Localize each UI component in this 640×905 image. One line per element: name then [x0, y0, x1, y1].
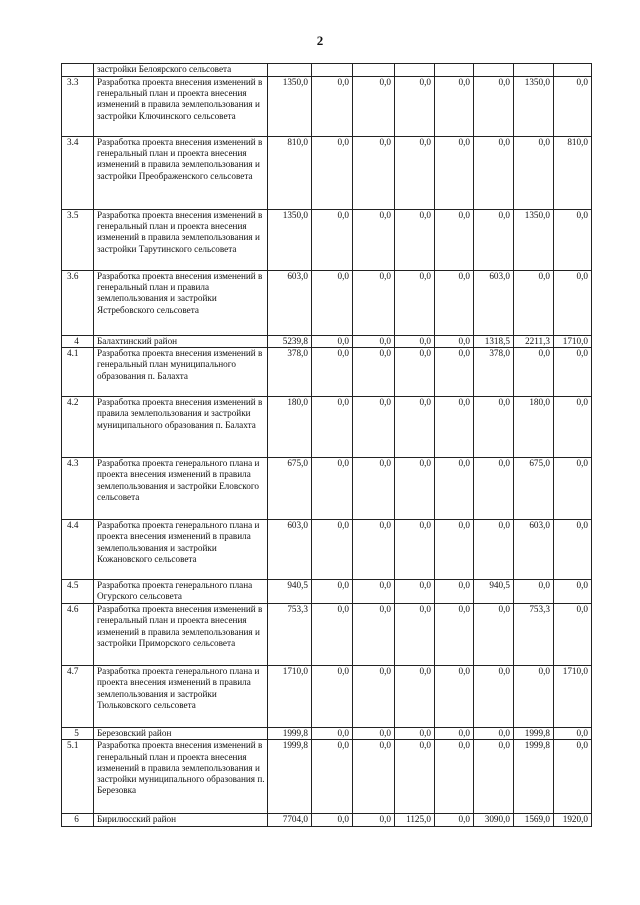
value-cell: 0,0	[395, 520, 435, 580]
value-cell: 378,0	[268, 348, 312, 397]
value-cell: 603,0	[268, 271, 312, 336]
value-cell: 0,0	[312, 348, 353, 397]
value-cell: 0,0	[312, 740, 353, 814]
value-cell: 0,0	[312, 271, 353, 336]
value-cell: 0,0	[435, 397, 474, 458]
row-number: 4	[62, 336, 94, 348]
table-row	[62, 458, 592, 520]
row-description: Разработка проекта генерального плана Огурского сельсовета	[94, 580, 268, 604]
value-cell: 0,0	[395, 271, 435, 336]
row-description: Разработка проекта внесения изменений в генеральный план и проекта внесения изменений в правила землепользования и застройки Преображенского сельсовета	[94, 137, 268, 210]
value-cell: 0,0	[435, 604, 474, 666]
value-cell: 603,0	[268, 520, 312, 580]
value-cell: 0,0	[554, 397, 592, 458]
table-row	[62, 728, 592, 740]
value-cell: 0,0	[353, 580, 395, 604]
value-cell: 0,0	[395, 210, 435, 271]
row-number	[62, 64, 94, 77]
value-cell: 0,0	[312, 210, 353, 271]
value-cell: 0,0	[353, 77, 395, 137]
row-number: 4.6	[62, 604, 94, 666]
value-cell: 0,0	[554, 77, 592, 137]
value-cell: 0,0	[312, 77, 353, 137]
row-number: 6	[62, 814, 94, 827]
budget-table	[61, 63, 592, 827]
value-cell: 0,0	[353, 728, 395, 740]
value-cell: 0,0	[514, 348, 554, 397]
value-cell: 1999,8	[268, 740, 312, 814]
value-cell: 1350,0	[514, 77, 554, 137]
value-cell: 0,0	[474, 77, 514, 137]
value-cell: 0,0	[435, 814, 474, 827]
row-description: Разработка проекта внесения изменений в генеральный план и проекта внесения изменений в правила землепользования и застройки муниципального образования п. Березовка	[94, 740, 268, 814]
value-cell: 0,0	[312, 814, 353, 827]
value-cell: 0,0	[435, 580, 474, 604]
value-cell: 0,0	[435, 458, 474, 520]
value-cell: 1710,0	[554, 666, 592, 728]
value-cell: 675,0	[268, 458, 312, 520]
value-cell: 1350,0	[514, 210, 554, 271]
value-cell: 0,0	[554, 520, 592, 580]
table-row	[62, 666, 592, 728]
value-cell: 1710,0	[268, 666, 312, 728]
value-cell: 0,0	[395, 740, 435, 814]
value-cell: 0,0	[474, 397, 514, 458]
value-cell: 0,0	[474, 604, 514, 666]
value-cell: 0,0	[435, 740, 474, 814]
value-cell: 0,0	[435, 728, 474, 740]
value-cell: 0,0	[474, 210, 514, 271]
table-row	[62, 336, 592, 348]
row-description: Разработка проекта внесения изменений в генеральный план и проекта внесения изменений в правила землепользования и застройки Приморского сельсовета	[94, 604, 268, 666]
value-cell: 1710,0	[554, 336, 592, 348]
value-cell: 0,0	[395, 728, 435, 740]
value-cell: 0,0	[312, 137, 353, 210]
value-cell: 0,0	[312, 666, 353, 728]
row-description: застройки Белоярского сельсовета	[94, 64, 268, 77]
value-cell: 1999,8	[514, 728, 554, 740]
value-cell: 0,0	[312, 458, 353, 520]
value-cell: 0,0	[474, 458, 514, 520]
value-cell	[268, 64, 312, 77]
value-cell: 0,0	[353, 666, 395, 728]
value-cell: 1125,0	[395, 814, 435, 827]
value-cell: 0,0	[395, 397, 435, 458]
row-description: Разработка проекта внесения изменений в генеральный план муниципального образования п. Балахта	[94, 348, 268, 397]
row-description: Разработка проекта внесения изменений в генеральный план и проекта внесения изменений в правила землепользования и застройки Ключинского сельсовета	[94, 77, 268, 137]
table-row	[62, 77, 592, 137]
value-cell: 0,0	[435, 271, 474, 336]
value-cell: 0,0	[554, 348, 592, 397]
value-cell: 0,0	[353, 397, 395, 458]
value-cell: 0,0	[514, 271, 554, 336]
table-row	[62, 397, 592, 458]
value-cell: 0,0	[395, 348, 435, 397]
value-cell: 0,0	[474, 666, 514, 728]
value-cell: 180,0	[514, 397, 554, 458]
value-cell	[435, 64, 474, 77]
value-cell: 0,0	[395, 604, 435, 666]
row-description: Березовский район	[94, 728, 268, 740]
row-number: 3.5	[62, 210, 94, 271]
row-number: 3.3	[62, 77, 94, 137]
value-cell: 0,0	[395, 137, 435, 210]
value-cell: 0,0	[353, 604, 395, 666]
table-row	[62, 740, 592, 814]
value-cell	[353, 64, 395, 77]
value-cell: 675,0	[514, 458, 554, 520]
table-row	[62, 580, 592, 604]
row-number: 4.4	[62, 520, 94, 580]
value-cell: 0,0	[312, 580, 353, 604]
row-number: 5	[62, 728, 94, 740]
value-cell: 0,0	[435, 77, 474, 137]
table-row	[62, 348, 592, 397]
value-cell: 0,0	[395, 666, 435, 728]
row-description: Разработка проекта генерального плана и проекта внесения изменений в правила землепользования и застройки Тюльковского сельсовета	[94, 666, 268, 728]
value-cell: 0,0	[353, 348, 395, 397]
value-cell: 940,5	[268, 580, 312, 604]
value-cell: 378,0	[474, 348, 514, 397]
value-cell: 1350,0	[268, 210, 312, 271]
value-cell: 0,0	[353, 137, 395, 210]
value-cell: 1318,5	[474, 336, 514, 348]
row-number: 4.2	[62, 397, 94, 458]
table-row	[62, 137, 592, 210]
row-number: 3.4	[62, 137, 94, 210]
value-cell: 0,0	[514, 666, 554, 728]
table-row	[62, 210, 592, 271]
value-cell: 0,0	[474, 728, 514, 740]
value-cell: 0,0	[312, 728, 353, 740]
row-number: 4.3	[62, 458, 94, 520]
value-cell: 1920,0	[554, 814, 592, 827]
table-row	[62, 520, 592, 580]
value-cell: 0,0	[514, 137, 554, 210]
value-cell: 1569,0	[514, 814, 554, 827]
table-row	[62, 604, 592, 666]
value-cell: 0,0	[554, 210, 592, 271]
value-cell: 0,0	[435, 520, 474, 580]
value-cell: 0,0	[395, 336, 435, 348]
row-description: Разработка проекта внесения изменений в правила землепользования и застройки муниципального образования п. Балахта	[94, 397, 268, 458]
value-cell: 5239,8	[268, 336, 312, 348]
value-cell: 0,0	[435, 348, 474, 397]
row-number: 3.6	[62, 271, 94, 336]
value-cell: 0,0	[312, 397, 353, 458]
value-cell: 810,0	[554, 137, 592, 210]
page-number: 2	[316, 33, 324, 48]
value-cell: 0,0	[353, 458, 395, 520]
value-cell: 0,0	[554, 728, 592, 740]
value-cell: 1999,8	[514, 740, 554, 814]
value-cell: 0,0	[353, 740, 395, 814]
value-cell: 0,0	[554, 580, 592, 604]
value-cell: 1350,0	[268, 77, 312, 137]
value-cell: 0,0	[353, 210, 395, 271]
table-row	[62, 271, 592, 336]
value-cell: 0,0	[435, 336, 474, 348]
value-cell: 603,0	[514, 520, 554, 580]
value-cell: 753,3	[514, 604, 554, 666]
value-cell: 940,5	[474, 580, 514, 604]
value-cell	[554, 64, 592, 77]
value-cell: 0,0	[395, 580, 435, 604]
value-cell: 0,0	[554, 458, 592, 520]
value-cell: 0,0	[395, 458, 435, 520]
value-cell: 810,0	[268, 137, 312, 210]
value-cell: 0,0	[312, 604, 353, 666]
row-description: Разработка проекта внесения изменений в генеральный план и правила землепользования и застройки Ястребовского сельсовета	[94, 271, 268, 336]
value-cell: 7704,0	[268, 814, 312, 827]
value-cell: 0,0	[395, 77, 435, 137]
row-number: 4.7	[62, 666, 94, 728]
value-cell: 0,0	[514, 580, 554, 604]
table-row	[62, 814, 592, 827]
value-cell: 753,3	[268, 604, 312, 666]
row-description: Разработка проекта генерального плана и проекта внесения изменений в правила землепользования и застройки Кожановского сельсовета	[94, 520, 268, 580]
row-number: 4.5	[62, 580, 94, 604]
value-cell: 3090,0	[474, 814, 514, 827]
value-cell: 0,0	[474, 137, 514, 210]
value-cell: 0,0	[435, 137, 474, 210]
row-description: Разработка проекта внесения изменений в генеральный план и проекта внесения изменений в правила землепользования и застройки Тарутинского сельсовета	[94, 210, 268, 271]
value-cell: 0,0	[353, 814, 395, 827]
value-cell: 2211,3	[514, 336, 554, 348]
value-cell	[514, 64, 554, 77]
value-cell: 180,0	[268, 397, 312, 458]
row-description: Разработка проекта генерального плана и проекта внесения изменений в правила землепользования и застройки Еловского сельсовета	[94, 458, 268, 520]
value-cell: 0,0	[435, 666, 474, 728]
row-number: 5.1	[62, 740, 94, 814]
table-row	[62, 64, 592, 77]
value-cell: 0,0	[312, 336, 353, 348]
value-cell: 0,0	[435, 210, 474, 271]
value-cell	[474, 64, 514, 77]
value-cell: 0,0	[554, 740, 592, 814]
value-cell: 0,0	[474, 740, 514, 814]
value-cell: 0,0	[353, 336, 395, 348]
value-cell: 603,0	[474, 271, 514, 336]
value-cell: 0,0	[554, 604, 592, 666]
value-cell: 0,0	[353, 271, 395, 336]
row-description: Бирилюсский район	[94, 814, 268, 827]
value-cell: 0,0	[353, 520, 395, 580]
value-cell	[395, 64, 435, 77]
row-description: Балахтинский район	[94, 336, 268, 348]
value-cell	[312, 64, 353, 77]
row-number: 4.1	[62, 348, 94, 397]
value-cell: 0,0	[554, 271, 592, 336]
value-cell: 0,0	[312, 520, 353, 580]
value-cell: 0,0	[474, 520, 514, 580]
value-cell: 1999,8	[268, 728, 312, 740]
